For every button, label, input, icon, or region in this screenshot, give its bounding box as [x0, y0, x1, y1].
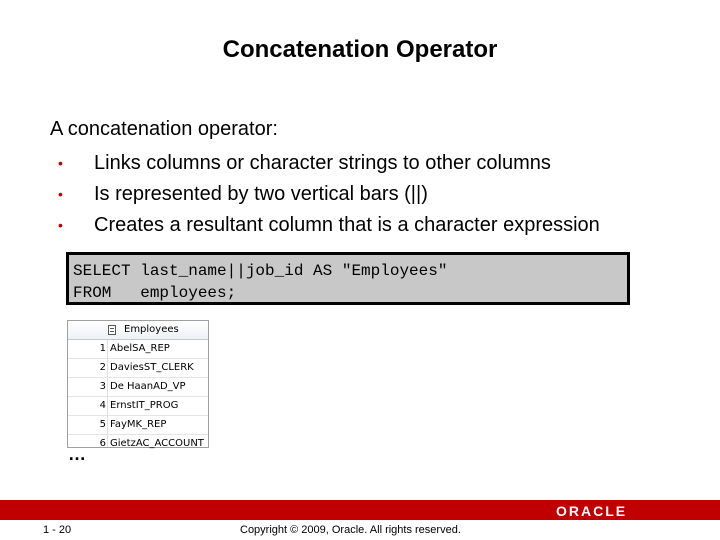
bullet-list [58, 148, 600, 241]
row-number: 6 [99, 438, 106, 449]
row-value: GietzAC_ACCOUNT [110, 438, 204, 449]
oracle-logo: ORACLE [556, 503, 628, 519]
ellipsis: … [68, 444, 87, 464]
row-value: ErnstIT_PROG [110, 400, 179, 411]
table-row[interactable] [68, 416, 208, 435]
table-row[interactable] [68, 397, 208, 416]
bullet-item [58, 179, 600, 210]
result-grid [67, 320, 209, 448]
bullet-item [58, 210, 600, 241]
sql-code-block [66, 252, 630, 305]
row-number: 1 [99, 343, 106, 354]
code-line: FROM employees; [73, 284, 237, 302]
row-value: De HaanAD_VP [110, 381, 186, 392]
table-row[interactable] [68, 378, 208, 397]
table-row[interactable] [68, 359, 208, 378]
bullet-dot-icon: • [58, 186, 63, 202]
table-row[interactable] [68, 340, 208, 359]
row-value: DaviesST_CLERK [110, 362, 194, 373]
row-number: 3 [99, 381, 106, 392]
row-number: 2 [99, 362, 106, 373]
page-number: 1 - 20 [43, 524, 72, 536]
bullet-text: Is represented by two vertical bars (||) [94, 183, 428, 205]
row-number: 4 [99, 400, 106, 411]
table-row[interactable] [68, 435, 208, 453]
grid-header-label: Employees [124, 324, 179, 335]
code-line: SELECT last_name||job_id AS "Employees" [73, 262, 448, 280]
bullet-dot-icon: • [58, 217, 63, 233]
row-value: AbelSA_REP [110, 343, 170, 354]
slide-title: Concatenation Operator [222, 36, 498, 63]
column-icon [108, 325, 116, 335]
intro-text: A concatenation operator: [50, 118, 278, 140]
grid-header[interactable] [68, 321, 208, 340]
row-value: FayMK_REP [110, 419, 167, 430]
bullet-text: Creates a resultant column that is a character expression [94, 214, 600, 236]
copyright-text: Copyright © 2009, Oracle. All rights reserved. [240, 524, 461, 536]
bullet-text: Links columns or character strings to other columns [94, 152, 551, 174]
bullet-item [58, 148, 600, 179]
row-number: 5 [99, 419, 106, 430]
bullet-dot-icon: • [58, 155, 63, 171]
